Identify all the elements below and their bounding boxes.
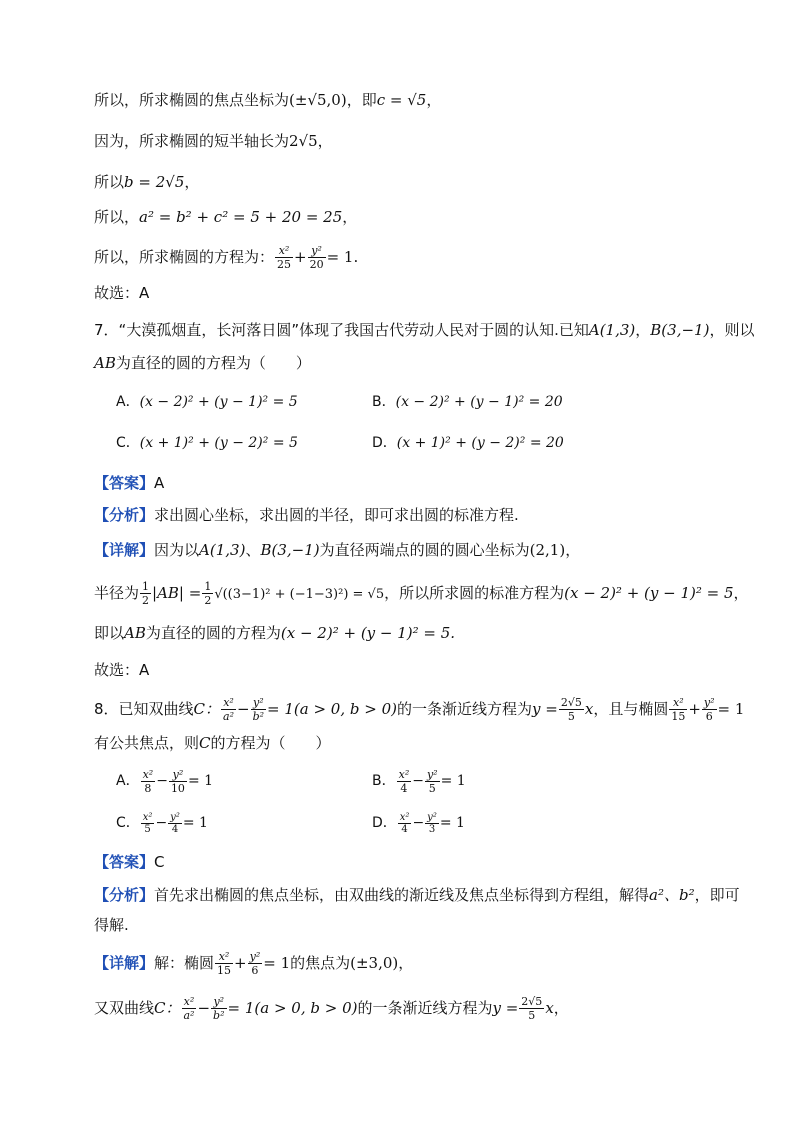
text: ，则以 [709, 321, 755, 339]
q7-detail-line3: 即以AB为直径的圆的方程为(x − 2)² + (y − 1)² = 5. [94, 624, 456, 642]
answer-tag: 【答案】 [94, 474, 155, 492]
solution-line-ellipse-eq: 所以，所求椭圆的方程为： $\frac{\text{x²}}{25}$ + $\frac{\text{y²}}{20}$ = 1. [94, 244, 359, 271]
q8-analysis-line2: 得解. [94, 916, 129, 934]
fraction: $\frac{1}{2}$ [204, 580, 212, 607]
math-a-value: a² = b² + c² = 5 + 20 = 25 [139, 208, 343, 226]
q8-option-d[interactable]: D． $\frac{\text{x²}}{4}$ − $\frac{\text{y²}}{3}$ = 1 [372, 811, 465, 835]
q7-analysis [94, 505, 519, 525]
q8-option-a[interactable]: A． $\frac{\text{x²}}{8}$ − $\frac{\text{y²}}{10}$ = 1 [116, 767, 214, 795]
solution-line-focus [94, 90, 441, 110]
solution-line-minor-axis [94, 131, 333, 151]
fraction: $\frac{\text{y²}}{3}$ [427, 811, 437, 835]
solution-line-a [94, 207, 357, 227]
solution-line-b [94, 172, 199, 192]
q7-detail-line2: 半径为 $\frac{1}{2}$ |AB| = $\frac{1}{2}$ √((3−1)² + (−1−3)²) = √5，所以所求圆的标准方程为(x − 2)² + (y − 1)² = 5， [94, 580, 749, 607]
q8-answer: 【答案】C [94, 853, 165, 871]
fraction: $\frac{\text{x²}}{8}$ [142, 767, 154, 795]
text: 7．“大漠孤烟直，长河落日圆”体现了我国古代劳动人民对于圆的认知.已知 [94, 321, 589, 339]
q7-stem-line1 [94, 320, 754, 340]
q7-final-answer: 故选：A [94, 661, 150, 679]
fraction: $\frac{2√5}{5}$ [521, 995, 543, 1022]
fraction: $\frac{\text{y²}}{6}$ [249, 950, 261, 977]
q7-detail-line1: 【详解】因为以A(1,3)、B(3,−1)为直径两端点的圆的圆心坐标为(2,1)， [94, 541, 581, 559]
fraction: $\frac{\text{y²}}{\text{b²}}$ [252, 696, 265, 723]
text: ， [342, 208, 358, 226]
text: 所以，所求椭圆的方程为： [94, 248, 275, 266]
fraction: $\frac{\text{y²}}{10}$ [170, 767, 185, 795]
q7-stem-line2 [94, 353, 311, 373]
option-math: (x + 1)² + (y − 2)² = 20 [396, 435, 564, 451]
q7-option-b[interactable] [372, 392, 563, 412]
text: 因为，所求椭圆的短半轴长为 [94, 132, 290, 150]
math-focus-coord: (±√5,0) [289, 91, 347, 109]
math-minor-axis: 2√5 [289, 132, 318, 150]
q8-option-c[interactable]: C． $\frac{\text{x²}}{5}$ − $\frac{\text{y²}}{4}$ = 1 [116, 811, 208, 835]
option-math: (x + 1)² + (y − 2)² = 5 [139, 435, 298, 451]
math-c-value: c = √5 [376, 91, 427, 109]
math-point-a: A(1,3) [588, 321, 636, 339]
text: ， [635, 321, 651, 339]
fraction: $\frac{\text{y²}}{20}$ [309, 244, 324, 271]
text: 所以， [94, 208, 140, 226]
fraction: $\frac{\text{y²}}{6}$ [703, 696, 715, 723]
fraction: $\frac{\text{x²}}{25}$ [277, 244, 292, 271]
math-b-value: b = 2√5 [124, 173, 185, 191]
fraction: $\frac{\text{x²}}{4}$ [399, 811, 410, 835]
q8-stem-line2: 有公共焦点，则C的方程为（ ） [94, 734, 331, 752]
text: 所以 [94, 173, 125, 191]
fraction: $\frac{2√5}{5}$ [560, 696, 582, 723]
fraction: $\frac{\text{x²}}{5}$ [142, 811, 153, 835]
q7-option-a[interactable] [116, 392, 298, 412]
analysis-tag: 【分析】 [94, 506, 155, 524]
fraction: $\frac{\text{x²}}{\text{a²}}$ [223, 696, 234, 723]
text: ，即 [346, 91, 377, 109]
text: 为直径的圆的方程为（ ） [115, 354, 311, 372]
q8-stem-line1: 8．已知双曲线C： $\frac{\text{x²}}{\text{a²}}$ − $\frac{\text{y²}}{\text{b²}}$ = 1(a > 0, b > 0)的一条渐近线方程为y = $\frac{2√5}{5}$ x，且与椭圆 $\frac{\text{x²}}{15}$ + $\frac{\text{y²}}{6}$ = 1 [94, 696, 745, 723]
detail-tag: 【详解】 [94, 541, 155, 559]
text: ， [317, 132, 333, 150]
option-label: C． [116, 435, 140, 451]
fraction: $\frac{\text{y²}}{5}$ [426, 767, 438, 795]
text: ， [184, 173, 200, 191]
q8-option-b[interactable]: B． $\frac{\text{x²}}{4}$ − $\frac{\text{y²}}{5}$ = 1 [372, 767, 466, 795]
solution-final-answer: 故选：A [94, 284, 150, 302]
fraction: $\frac{\text{x²}}{4}$ [398, 767, 410, 795]
fraction: $\frac{\text{x²}}{15}$ [217, 950, 232, 977]
fraction: $\frac{\text{x²}}{15}$ [671, 696, 686, 723]
text: 所以，所求椭圆的焦点坐标为 [94, 91, 290, 109]
answer-value: A [154, 474, 165, 492]
q8-detail-line1: 【详解】解：椭圆 $\frac{\text{x²}}{15}$ + $\frac{\text{y²}}{6}$ = 1的焦点为(±3,0)， [94, 950, 414, 977]
option-label: B． [372, 394, 396, 410]
option-label: A． [116, 394, 140, 410]
math-ab: AB [94, 354, 116, 372]
q7-answer [94, 473, 164, 493]
q8-detail-line2: 又双曲线C： $\frac{\text{x²}}{\text{a²}}$ − $\frac{\text{y²}}{\text{b²}}$ = 1(a > 0, b > 0)的一条渐近线方程为y = $\frac{2√5}{5}$ x， [94, 995, 569, 1022]
option-math: (x − 2)² + (y − 1)² = 20 [395, 394, 563, 410]
fraction: $\frac{\text{y²}}{4}$ [170, 811, 180, 835]
option-label: D． [372, 435, 397, 451]
q7-option-d[interactable] [372, 433, 564, 453]
q7-option-c[interactable] [116, 433, 298, 453]
option-math: (x − 2)² + (y − 1)² = 5 [139, 394, 298, 410]
math-point-b: B(3,−1) [650, 321, 710, 339]
text: ， [426, 91, 442, 109]
fraction: $\frac{\text{x²}}{\text{a²}}$ [183, 995, 195, 1022]
analysis-text: 求出圆心坐标，求出圆的半径，即可求出圆的标准方程. [154, 506, 519, 524]
fraction: $\frac{1}{2}$ [142, 580, 150, 607]
fraction: $\frac{\text{y²}}{\text{b²}}$ [213, 995, 225, 1022]
q8-analysis-line1: 【分析】首先求出椭圆的焦点坐标，由双曲线的渐近线及焦点坐标得到方程组，解得a²、b²，即可 [94, 886, 740, 904]
